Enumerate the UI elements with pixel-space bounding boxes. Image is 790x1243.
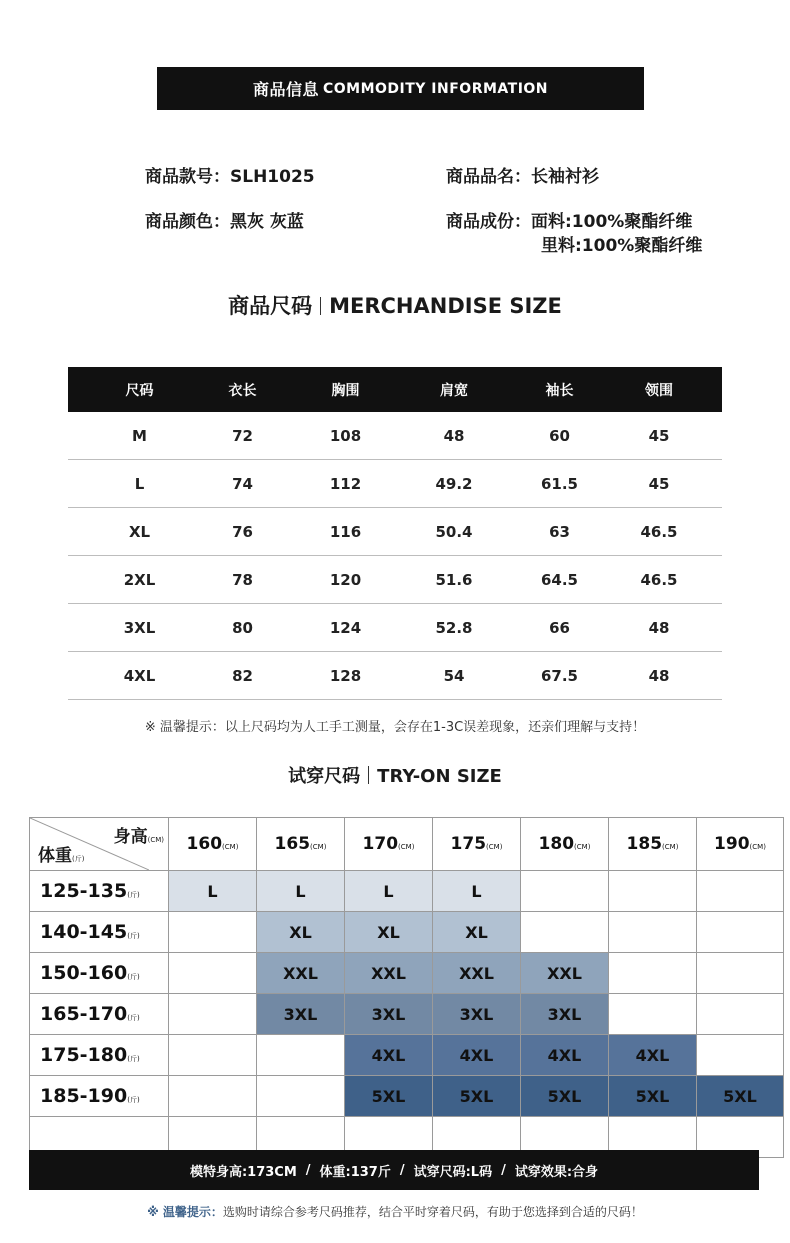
cell-length: 72 [232, 426, 253, 445]
cell-sleeve: 64.5 [540, 570, 578, 589]
cell-collar: 45 [648, 426, 670, 445]
size-recommendation-cell [697, 994, 784, 1035]
cell-collar: 45 [648, 474, 670, 493]
size-recommendation-cell: L [169, 871, 257, 912]
size-recommendation-cell: XL [433, 912, 521, 953]
composition-line2: 里料:100%聚酯纤维 [541, 236, 703, 256]
measurement-note: ※ 温馨提示：以上尺码均为人工手工测量，会存在1-3C误差现象，还亲们理解与支持！ [144, 720, 646, 735]
size-table-header [68, 367, 722, 412]
cell-chest: 112 [329, 474, 362, 493]
cell-length: 78 [232, 570, 253, 589]
size-recommendation-cell [697, 912, 784, 953]
cell-size: M [132, 426, 147, 445]
cell-chest: 120 [329, 570, 362, 589]
model-value: SLH1025 [230, 167, 315, 187]
size-recommendation-cell [169, 953, 257, 994]
header-size: 尺码 [125, 382, 154, 399]
model-height: 模特身高:173CM [189, 1164, 297, 1180]
weight-row [30, 1035, 784, 1076]
cell-size: XL [128, 522, 151, 541]
size-recommendation-cell: L [257, 871, 345, 912]
name-label: 商品品名： [446, 167, 531, 187]
header-shoulder: 肩宽 [440, 382, 468, 399]
size-recommendation-cell [609, 953, 697, 994]
size-title-cn: 商品尺码 [228, 294, 313, 318]
title-divider [368, 766, 369, 784]
size-recommendation-cell: 3XL [433, 994, 521, 1035]
height-header-cell: 180(CM) [521, 818, 609, 871]
cell-size: 2XL [123, 570, 156, 589]
cell-shoulder: 54 [443, 666, 465, 685]
table-row [68, 460, 722, 508]
cell-collar: 46.5 [640, 522, 678, 541]
cell-sleeve: 67.5 [540, 666, 578, 685]
size-table [68, 367, 722, 700]
model-label: 商品款号： [145, 167, 230, 187]
weight-label-cell: 140-145(斤) [30, 912, 169, 953]
height-header-row [30, 818, 784, 871]
size-recommendation-cell: 5XL [697, 1076, 784, 1117]
model-fit: 试穿效果:合身 [514, 1164, 599, 1180]
size-recommendation-cell [697, 1035, 784, 1076]
height-header-cell: 185(CM) [609, 818, 697, 871]
cell-shoulder: 52.8 [435, 618, 473, 637]
tryon-size-title [0, 762, 790, 788]
table-row [68, 652, 722, 700]
size-recommendation-cell [609, 912, 697, 953]
color-value: 黑灰 灰蓝 [230, 212, 304, 232]
size-recommendation-cell: 4XL [609, 1035, 697, 1076]
size-recommendation-cell [609, 871, 697, 912]
weight-row [30, 871, 784, 912]
cell-length: 82 [232, 666, 253, 685]
cell-collar: 48 [648, 618, 670, 637]
size-recommendation-cell [257, 1035, 345, 1076]
height-header-cell: 170(CM) [345, 818, 433, 871]
tryon-title-cn: 试穿尺码 [288, 766, 361, 787]
corner-cell [30, 818, 169, 871]
cell-length: 76 [232, 522, 253, 541]
product-color [145, 207, 304, 232]
merchandise-size-title [0, 290, 790, 320]
size-recommendation-cell: 5XL [433, 1076, 521, 1117]
title-divider [320, 297, 321, 315]
size-recommendation-cell: L [345, 871, 433, 912]
weight-label-cell: 150-160(斤) [30, 953, 169, 994]
cell-sleeve: 60 [549, 426, 570, 445]
size-recommendation-cell: 3XL [345, 994, 433, 1035]
cell-sleeve: 61.5 [540, 474, 578, 493]
weight-label-cell: 125-135(斤) [30, 871, 169, 912]
final-note-text: 选购时请综合参考尺码推荐，结合平时穿着尺码，有助于您选择到合适的尺码！ [222, 1205, 643, 1219]
height-header-cell: 175(CM) [433, 818, 521, 871]
table-row [68, 508, 722, 556]
size-recommendation-cell: XXL [257, 953, 345, 994]
size-recommendation-cell [169, 994, 257, 1035]
size-recommendation-cell [257, 1076, 345, 1117]
corner-height-label: 身高(CM) [113, 827, 164, 847]
cell-length: 80 [232, 618, 253, 637]
size-recommendation-cell: 3XL [521, 994, 609, 1035]
weight-label-cell: 165-170(斤) [30, 994, 169, 1035]
cell-collar: 48 [648, 666, 670, 685]
final-note [0, 1203, 790, 1220]
model-size: 试穿尺码:L码 [413, 1164, 493, 1180]
size-recommendation-cell: XL [257, 912, 345, 953]
product-composition [446, 207, 692, 232]
cell-chest: 128 [329, 666, 362, 685]
cell-size: 3XL [123, 618, 156, 637]
cell-sleeve: 66 [549, 618, 570, 637]
size-recommendation-cell: XL [345, 912, 433, 953]
banner-title-cn: 商品信息 [252, 80, 319, 99]
composition-line1: 面料:100%聚酯纤维 [531, 212, 693, 232]
size-recommendation-cell: XXL [433, 953, 521, 994]
separator: / [501, 1162, 506, 1178]
cell-shoulder: 50.4 [435, 522, 473, 541]
size-recommendation-cell: 5XL [609, 1076, 697, 1117]
size-recommendation-cell [697, 871, 784, 912]
size-recommendation-cell [521, 871, 609, 912]
cell-chest: 124 [329, 618, 362, 637]
size-title-en: MERCHANDISE SIZE [329, 294, 562, 318]
size-recommendation-cell: 3XL [257, 994, 345, 1035]
size-recommendation-cell: 4XL [433, 1035, 521, 1076]
size-recommendation-cell [521, 912, 609, 953]
cell-size: 4XL [123, 666, 156, 685]
cell-collar: 46.5 [640, 570, 678, 589]
separator: / [305, 1162, 311, 1178]
size-recommendation-cell: L [433, 871, 521, 912]
size-recommendation-cell [169, 1035, 257, 1076]
color-label: 商品颜色： [145, 212, 230, 232]
product-name [446, 162, 599, 187]
header-sleeve: 袖长 [545, 382, 574, 399]
weight-row [30, 1076, 784, 1117]
size-recommendation-cell: XXL [521, 953, 609, 994]
tryon-title-en: TRY-ON SIZE [377, 766, 502, 787]
separator: / [399, 1162, 405, 1178]
cell-chest: 108 [329, 426, 362, 445]
weight-row [30, 994, 784, 1035]
corner-weight-label: 体重(斤) [38, 846, 85, 866]
size-recommendation-cell: 4XL [521, 1035, 609, 1076]
weight-row [30, 953, 784, 994]
size-recommendation-cell: XXL [345, 953, 433, 994]
name-value: 长袖衬衫 [531, 167, 599, 187]
size-recommendation-cell [169, 1076, 257, 1117]
composition-label: 商品成份： [446, 212, 531, 232]
size-recommendation-cell: 5XL [521, 1076, 609, 1117]
cell-shoulder: 51.6 [435, 570, 473, 589]
final-note-prefix: ※ 温馨提示： [147, 1205, 223, 1219]
model-weight: 体重:137斤 [319, 1164, 391, 1180]
banner-title-en: COMMODITY INFORMATION [322, 80, 549, 97]
header-collar: 领围 [645, 382, 673, 399]
cell-shoulder: 48 [443, 426, 465, 445]
header-chest: 胸围 [331, 382, 360, 399]
size-recommendation-cell: 5XL [345, 1076, 433, 1117]
cell-length: 74 [232, 474, 253, 493]
model-number [145, 162, 315, 187]
cell-sleeve: 63 [549, 522, 570, 541]
commodity-info-banner [157, 67, 644, 110]
size-recommendation-cell [609, 994, 697, 1035]
size-recommendation-cell [169, 912, 257, 953]
cell-shoulder: 49.2 [435, 474, 473, 493]
table-row [68, 556, 722, 604]
tryon-size-grid [29, 817, 784, 1158]
table-row [68, 412, 722, 460]
size-recommendation-cell [697, 953, 784, 994]
height-header-cell: 190(CM) [697, 818, 784, 871]
weight-label-cell: 185-190(斤) [30, 1076, 169, 1117]
height-header-cell: 165(CM) [257, 818, 345, 871]
weight-row [30, 912, 784, 953]
size-recommendation-cell: 4XL [345, 1035, 433, 1076]
weight-label-cell: 175-180(斤) [30, 1035, 169, 1076]
header-length: 衣长 [228, 382, 257, 399]
height-header-cell: 160(CM) [169, 818, 257, 871]
table-row [68, 604, 722, 652]
model-info-bar [29, 1150, 759, 1190]
cell-chest: 116 [329, 522, 362, 541]
cell-size: L [134, 474, 145, 493]
